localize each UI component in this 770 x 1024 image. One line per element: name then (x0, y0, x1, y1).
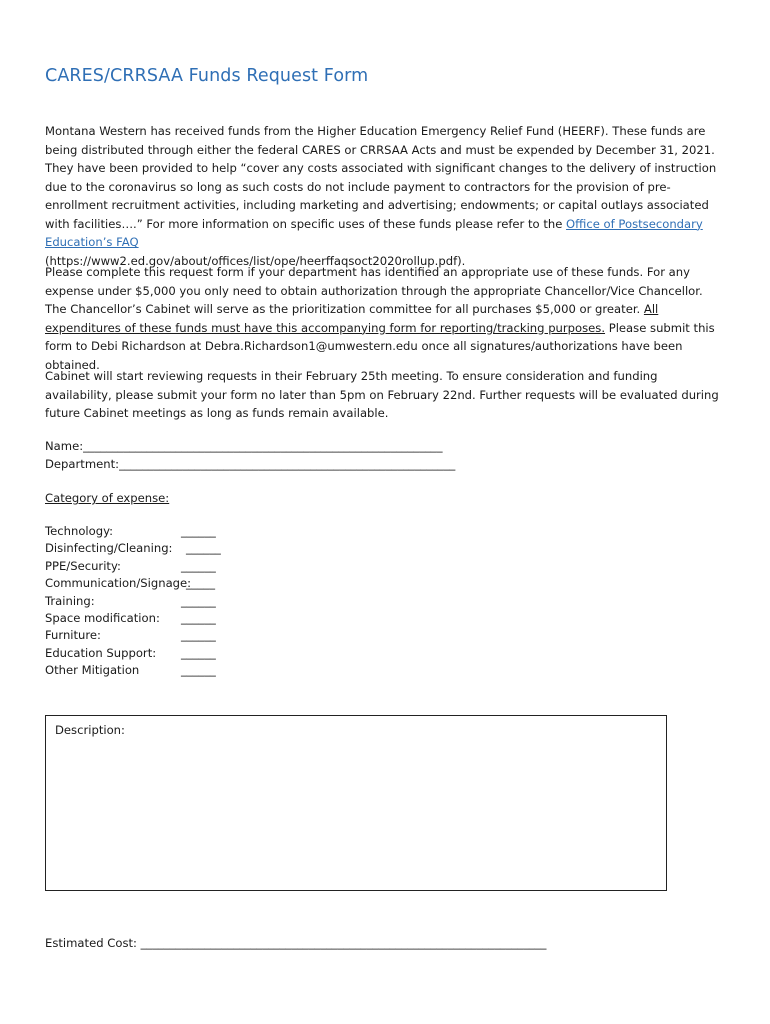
category-blank[interactable]: ______ (186, 541, 221, 556)
intro-paragraph (45, 122, 725, 270)
category-label: PPE/Security: (45, 558, 121, 573)
instructions-paragraph (45, 263, 725, 374)
category-blank[interactable]: ______ (181, 611, 216, 625)
instructions-underlined-text: All expenditures of these funds must have this accompanying form for reporting/tracking purposes. (45, 302, 659, 335)
category-label: Disinfecting/Cleaning: (45, 541, 173, 556)
instructions-text: Please complete this request form if your department has identified an appropriate use of these funds. For any expense under $5,000 you only need to obtain authorization through the appropriate Chancellor/Vice Chancellor. The Chancellor’s Cabinet will serve as the prioritization committee for all purchases $5,000 or greater. (45, 265, 703, 316)
category-blank[interactable]: ______ (181, 593, 216, 608)
category-label: Communication/Signage: (45, 576, 192, 591)
category-heading: Category of expense: (45, 491, 170, 505)
description-label: Description: (55, 723, 125, 737)
category-blank[interactable]: ______ (181, 645, 216, 660)
category-blank[interactable]: ______ (181, 524, 216, 538)
category-label: Technology: (45, 524, 114, 538)
category-label: Training: (45, 593, 95, 608)
page-title: CARES/CRRSAA Funds Request Form (45, 66, 369, 86)
instructions-submit-text: Please submit this form to Debi Richardson at Debra.Richardson1@umwestern.edu once all signatures/authorizations have been obtained. (45, 320, 715, 372)
name-field[interactable]: Name:______________________________________________________________ (45, 439, 443, 453)
category-blank[interactable]: ______ (181, 628, 216, 643)
category-blank[interactable]: ______ (181, 558, 216, 573)
cabinet-note: Cabinet will start reviewing requests in their February 25th meeting. To ensure consideration and funding availability, please submit your form no later than 5pm on February 22nd. Further requests will be evaluated during future Cabinet meetings as long as funds remain available. (45, 369, 719, 420)
faq-url-text: (https://www2.ed.gov/about/offices/list/ope/heerffaqsoct2020rollup.pdf). (45, 253, 466, 268)
faq-link[interactable]: Office of Postsecondary Education’s FAQ (45, 216, 703, 249)
description-box[interactable] (45, 715, 667, 891)
category-blank[interactable]: ______ (181, 663, 216, 678)
category-label: Space modification: (45, 611, 160, 625)
category-label: Other Mitigation (45, 663, 140, 678)
category-label: Furniture: (45, 628, 101, 643)
department-field[interactable]: Department:__________________________________________________________ (45, 457, 456, 471)
estimated-cost-field[interactable]: Estimated Cost: ______________________________________________________________________ (45, 936, 547, 950)
category-label: Education Support: (45, 645, 157, 660)
intro-text: Montana Western has received funds from the Higher Education Emergency Relief Fund (HEERF). These funds are being distributed through either the federal CARES or CRRSAA Acts and must be expended by December 31, 2021. They have been provided to help “cover any costs associated with significant changes to the delivery of instruction due to the coronavirus so long as such costs do not include payment to contractors for the provision of pre-enrollment recruitment activities, including marketing and advertising; endowments; or capital outlays associated with facilities….” For more information on specific uses of these funds please refer to the (45, 124, 717, 231)
category-blank[interactable]: _____ (186, 576, 215, 591)
